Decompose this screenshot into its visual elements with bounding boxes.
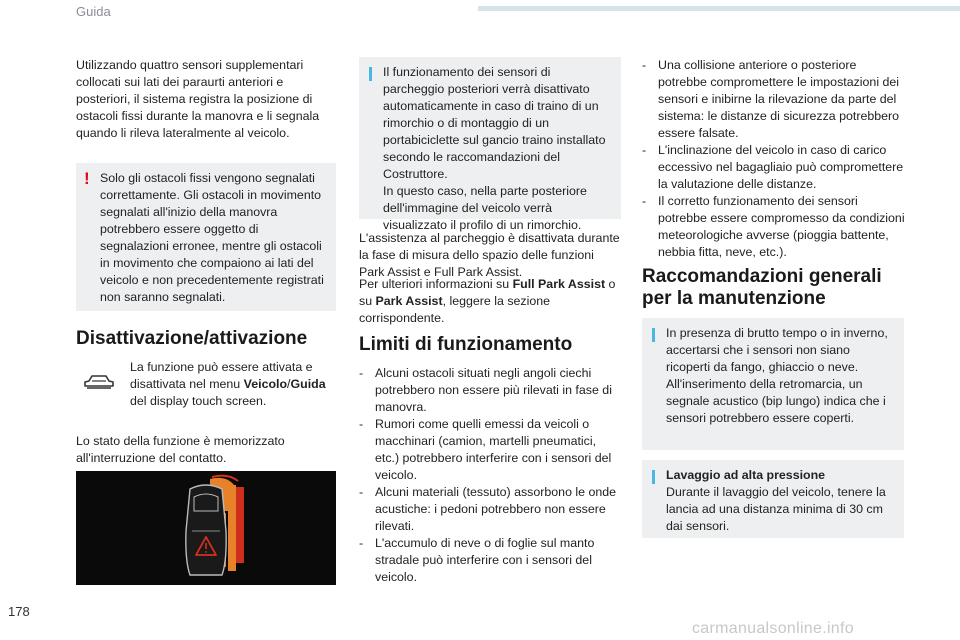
watermark: carmanualsonline.info (692, 620, 854, 637)
header-label: Guida (76, 4, 111, 19)
parking-sensor-image (76, 471, 336, 585)
list-item: - Il corretto funzionamento dei sensori potrebbe essere compromesso da condizioni meteorologiche avverse (pioggia battente, nebbia fitta, neve, etc.). (642, 193, 906, 261)
washing-title: Lavaggio ad alta pressione (666, 468, 826, 482)
menu-veicolo: Veicolo (243, 377, 288, 391)
info-icon (369, 67, 372, 81)
assist-text: L'assistenza al parcheggio è disattivata durante la fase di misura dello spazio delle funzioni Park Assist e Full Park Assist. (359, 231, 620, 279)
info-note-towing (359, 57, 621, 232)
list-item: - L'accumulo di neve o di foglie sul manto stradale può interferire con i sensori del veicolo. (359, 535, 621, 586)
intro-text: Utilizzando quattro sensori supplementari collocati sui lati dei paraurti anteriori e posteriori, il sistema registra la posizione di ostacoli fissi durante la manovra e li segnala quando li rileva lateralmente al veicolo. (76, 58, 320, 140)
washing-text: Durante il lavaggio del veicolo, tenere la lancia ad una distanza minima di 30 cm dai sensori. (666, 485, 886, 533)
menu-guida: Guida (290, 377, 326, 391)
warning-text: Solo gli ostacoli fissi vengono segnalati correttamente. Gli ostacoli in movimento segnalati all'inizio della manovra potrebbero essere oggetto di segnalazioni erronee, mentre gli ostacoli in movimento che compaiono ai lati del veicolo e non precedentemente registrati non saranno segnalati. (100, 171, 324, 304)
heading-deactivation: Disattivazione/attivazione (76, 328, 308, 349)
info-note-weather (642, 318, 904, 450)
info-icon (652, 328, 655, 342)
info-weather-text: In presenza di brutto tempo o in inverno, accertarsi che i sensori non siano ricoperti da fango, ghiaccio o neve. All'inserimento della retromarcia, un segnale acustico (bip lungo) indica che i sensori potrebbero essere coperti. (666, 326, 888, 425)
warning-exclamation-icon: ! (84, 169, 90, 188)
list-item: - Alcuni ostacoli situati negli angoli ciechi potrebbero non essere più rilevati in fase di manovra. (359, 365, 621, 416)
limits-list-1 (359, 365, 621, 586)
heading-maintenance: Raccomandazioni generali per la manutenzione (642, 266, 882, 309)
list-item: - Una collisione anteriore o posteriore potrebbe compromettere le impostazioni dei sensori e inibirne la rilevazione da parte del sistema: le distanze di sicurezza potrebbero essere falsate. (642, 57, 906, 142)
limits-list-2 (642, 57, 906, 261)
header-bar (478, 6, 960, 11)
memory-text: Lo stato della funzione è memorizzato all'interruzione del contatto. (76, 434, 285, 465)
info-towing-text: Il funzionamento dei sensori di parcheggio posteriori verrà disattivato automaticamente in caso di traino di un rimorchio o di montaggio di un portabiciclette sul gancio traino installato secondo le raccomandazioni del Costruttore. In questo caso, nella parte posteriore dell'immagine del veicolo verrà visualizzato il profilo di un rimorchio. (383, 65, 606, 232)
car-icon (82, 372, 116, 392)
heading-limits: Limiti di funzionamento (359, 334, 573, 355)
info-icon (652, 470, 655, 484)
car-top-view-icon (76, 471, 336, 585)
list-item: - Rumori come quelli emessi da veicoli o macchinari (camion, martelli pneumatici, etc.) potrebbero interferire con i sensori del veicolo. (359, 416, 621, 484)
activation-text: La funzione può essere attivata e disattivata nel menu Veicolo/Guida del display touch screen. (130, 360, 326, 408)
list-item: - L'inclinazione del veicolo in caso di carico eccessivo nel bagagliaio può compromettere la valutazione delle distanze. (642, 142, 906, 193)
assist-more-text: Per ulteriori informazioni su Full Park Assist o su Park Assist, leggere la sezione corrispondente. (359, 277, 616, 325)
list-item: - Alcuni materiali (tessuto) assorbono le onde acustiche: i pedoni potrebbero non essere rilevati. (359, 484, 621, 535)
page-number: 178 (8, 604, 30, 619)
warning-note (76, 163, 336, 311)
info-note-washing (642, 460, 904, 538)
